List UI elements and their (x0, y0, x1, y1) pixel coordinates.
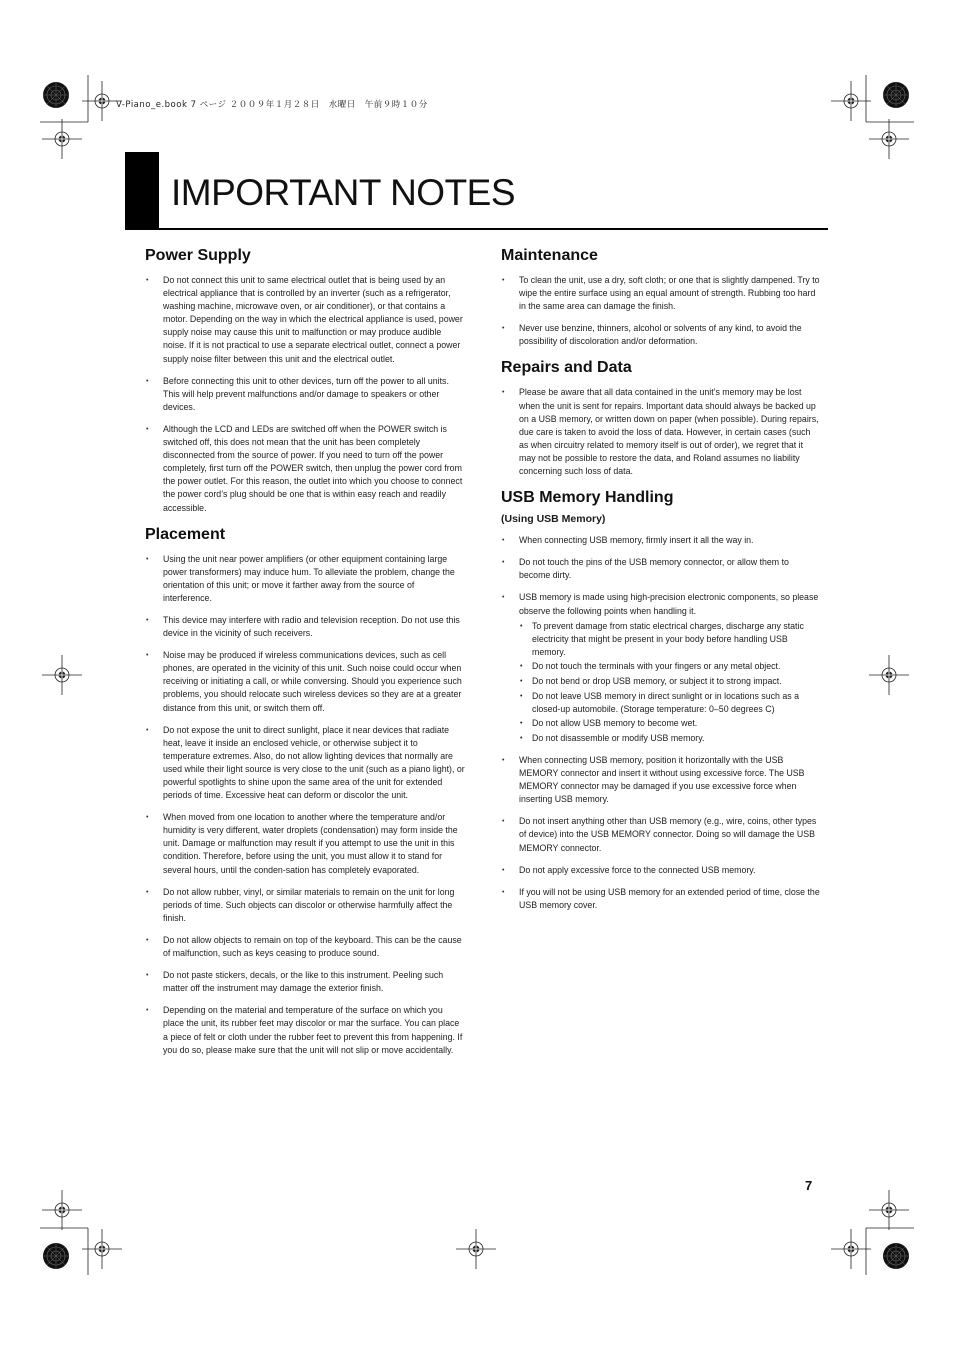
section-usb-memory-handling (501, 487, 821, 912)
sub-list-item: • To prevent damage from static electrical charges, discharge any static electricity that might be present in your body before handling USB memory. (519, 620, 821, 659)
sub-list-item: • Do not touch the terminals with your fingers or any metal object. (519, 660, 821, 673)
page-title: IMPORTANT NOTES (171, 172, 516, 213)
section-heading: USB Memory Handling (501, 489, 674, 507)
list-item: • When moved from one location to another where the temperature and/or humidity is very different, water droplets (condensation) may form inside the unit. Damage or malfunction may result if you attempt to use the unit in this condition. Therefore, before using the unit, you must allow it to stand for several hours, until the conden-sation has completely evaporated. (145, 811, 465, 876)
page-number: 7 (805, 1178, 813, 1193)
list-item: • Noise may be produced if wireless communications devices, such as cell phones, are operated in the vicinity of this unit. Such noise could occur when receiving or initiating a call, or while conversing. Should you experience such problems, you should relocate such wireless devices so they are at a greater distance from this unit, or switch them off. (145, 649, 465, 714)
list-item: • If you will not be using USB memory for an extended period of time, close the USB memory cover. (501, 886, 821, 912)
list-item: • This device may interfere with radio and television reception. Do not use this device in the vicinity of such receivers. (145, 614, 465, 640)
print-header-note: V-Piano_e.book 7 ページ ２００９年１月２８日 水曜日 午前９時１０分 (116, 100, 428, 110)
list-item: • Before connecting this unit to other devices, turn off the power to all units. This will help prevent malfunctions and/or damage to speakers or other devices. (145, 375, 465, 414)
list-item-with-sublist (501, 591, 821, 745)
list-item-text: USB memory is made using high-precision electronic components, so please observe the following points when handling it. (519, 592, 819, 616)
list-item: • Do not paste stickers, decals, or the like to this instrument. Peeling such matter off the instrument may damage the exterior finish. (145, 969, 465, 995)
notes-list (145, 274, 465, 515)
list-item: • Do not insert anything other than USB memory (e.g., wire, coins, other types of device) into the USB MEMORY connector. Doing so will damage the USB MEMORY connector. (501, 815, 821, 854)
list-item: • Do not allow objects to remain on top of the keyboard. This can be the cause of malfunction, such as keys ceasing to produce sound. (145, 934, 465, 960)
list-item: • Do not apply excessive force to the connected USB memory. (501, 864, 821, 877)
list-item: • When connecting USB memory, position it horizontally with the USB MEMORY connector and insert it without using excessive force. The USB MEMORY connector may be damaged if you use excessive force when inserting USB memory. (501, 754, 821, 806)
notes-list (501, 386, 821, 478)
section-heading: Power Supply (145, 247, 251, 264)
list-item: • To clean the unit, use a dry, soft cloth; or one that is slightly dampened. Try to wipe the entire surface using an equal amount of strength. Rubbing too hard in the same area can damage the finish. (501, 274, 821, 313)
list-item: • Using the unit near power amplifiers (or other equipment containing large power transformers) may induce hum. To alleviate the problem, change the orientation of this unit; or move it farther away from the source of interference. (145, 553, 465, 605)
section-placement (145, 524, 465, 1057)
section-heading: Maintenance (501, 247, 598, 264)
sub-list-item: • Do not disassemble or modify USB memory. (519, 732, 821, 745)
section-maintenance (501, 245, 821, 348)
section-repairs-and-data (501, 357, 821, 478)
section-heading: Repairs and Data (501, 359, 632, 377)
list-item: • Do not expose the unit to direct sunlight, place it near devices that radiate heat, leave it inside an enclosed vehicle, or otherwise subject it to temperature extremes. Also, do not allow lighting devices that normally are used while their light source is very close to the unit (such as a piano light), or powerful spotlights to shine upon the same area of the unit for extended periods of time. Excessive heat can deform or discolor the unit. (145, 724, 465, 803)
list-item: • Depending on the material and temperature of the surface on which you place the unit, its rubber feet may discolor or mar the surface. You can place a piece of felt or cloth under the rubber feet to prevent this from happening. If you do so, please make sure that the unit will not slip or move accidentally. (145, 1004, 465, 1056)
section-heading: Placement (145, 525, 226, 543)
list-item: • Do not connect this unit to same electrical outlet that is being used by an electrical appliance that is controlled by an inverter (such as a refrigerator, washing machine, microwave oven, or air conditioner), or that contains a motor. Depending on the way in which the electrical appliance is used, power supply noise may cause this unit to malfunction or may produce audible noise. If it is not practical to use a separate electrical outlet, connect a power supply noise filter between this unit and the electrical outlet. (145, 274, 465, 366)
notes-list (145, 553, 465, 1057)
sub-list-item: • Do not leave USB memory in direct sunlight or in locations such as a closed-up automobile. (Storage temperature: 0–50 degrees C) (519, 690, 821, 716)
sub-list (519, 620, 821, 745)
list-item: • Although the LCD and LEDs are switched off when the POWER switch is switched off, this does not mean that the unit has been completely disconnected from the source of power. If you need to turn off the power completely, first turn off the POWER switch, then unplug the power cord from the power outlet. For this reason, the outlet into which you choose to connect the power cord’s plug should be one that is within easy reach and readily accessible. (145, 423, 465, 515)
notes-list (501, 274, 821, 348)
notes-list (501, 534, 821, 912)
section-subheading: (Using USB Memory) (501, 513, 606, 526)
title-rule (125, 228, 828, 230)
title-black-block (125, 152, 159, 228)
list-item: • When connecting USB memory, firmly insert it all the way in. (501, 534, 821, 547)
sub-list-item: • Do not bend or drop USB memory, or subject it to strong impact. (519, 675, 821, 688)
left-column (145, 245, 465, 1066)
sub-list-item: • Do not allow USB memory to become wet. (519, 717, 821, 730)
right-column (501, 245, 821, 921)
list-item: • Never use benzine, thinners, alcohol or solvents of any kind, to avoid the possibility of discoloration and/or deformation. (501, 322, 821, 348)
list-item: • Do not touch the pins of the USB memory connector, or allow them to become dirty. (501, 556, 821, 582)
section-power-supply (145, 245, 465, 515)
list-item: • Please be aware that all data contained in the unit’s memory may be lost when the unit is sent for repairs. Important data should always be backed up on a USB memory, or written down on paper (when possible). During repairs, due care is taken to avoid the loss of data. However, in certain cases (such as when circuitry related to memory itself is out of order), we regret that it may not be possible to restore the data, and Roland assumes no liability concerning such loss of data. (501, 386, 821, 478)
list-item: • Do not allow rubber, vinyl, or similar materials to remain on the unit for long periods of time. Such objects can discolor or otherwise harmfully affect the finish. (145, 886, 465, 925)
